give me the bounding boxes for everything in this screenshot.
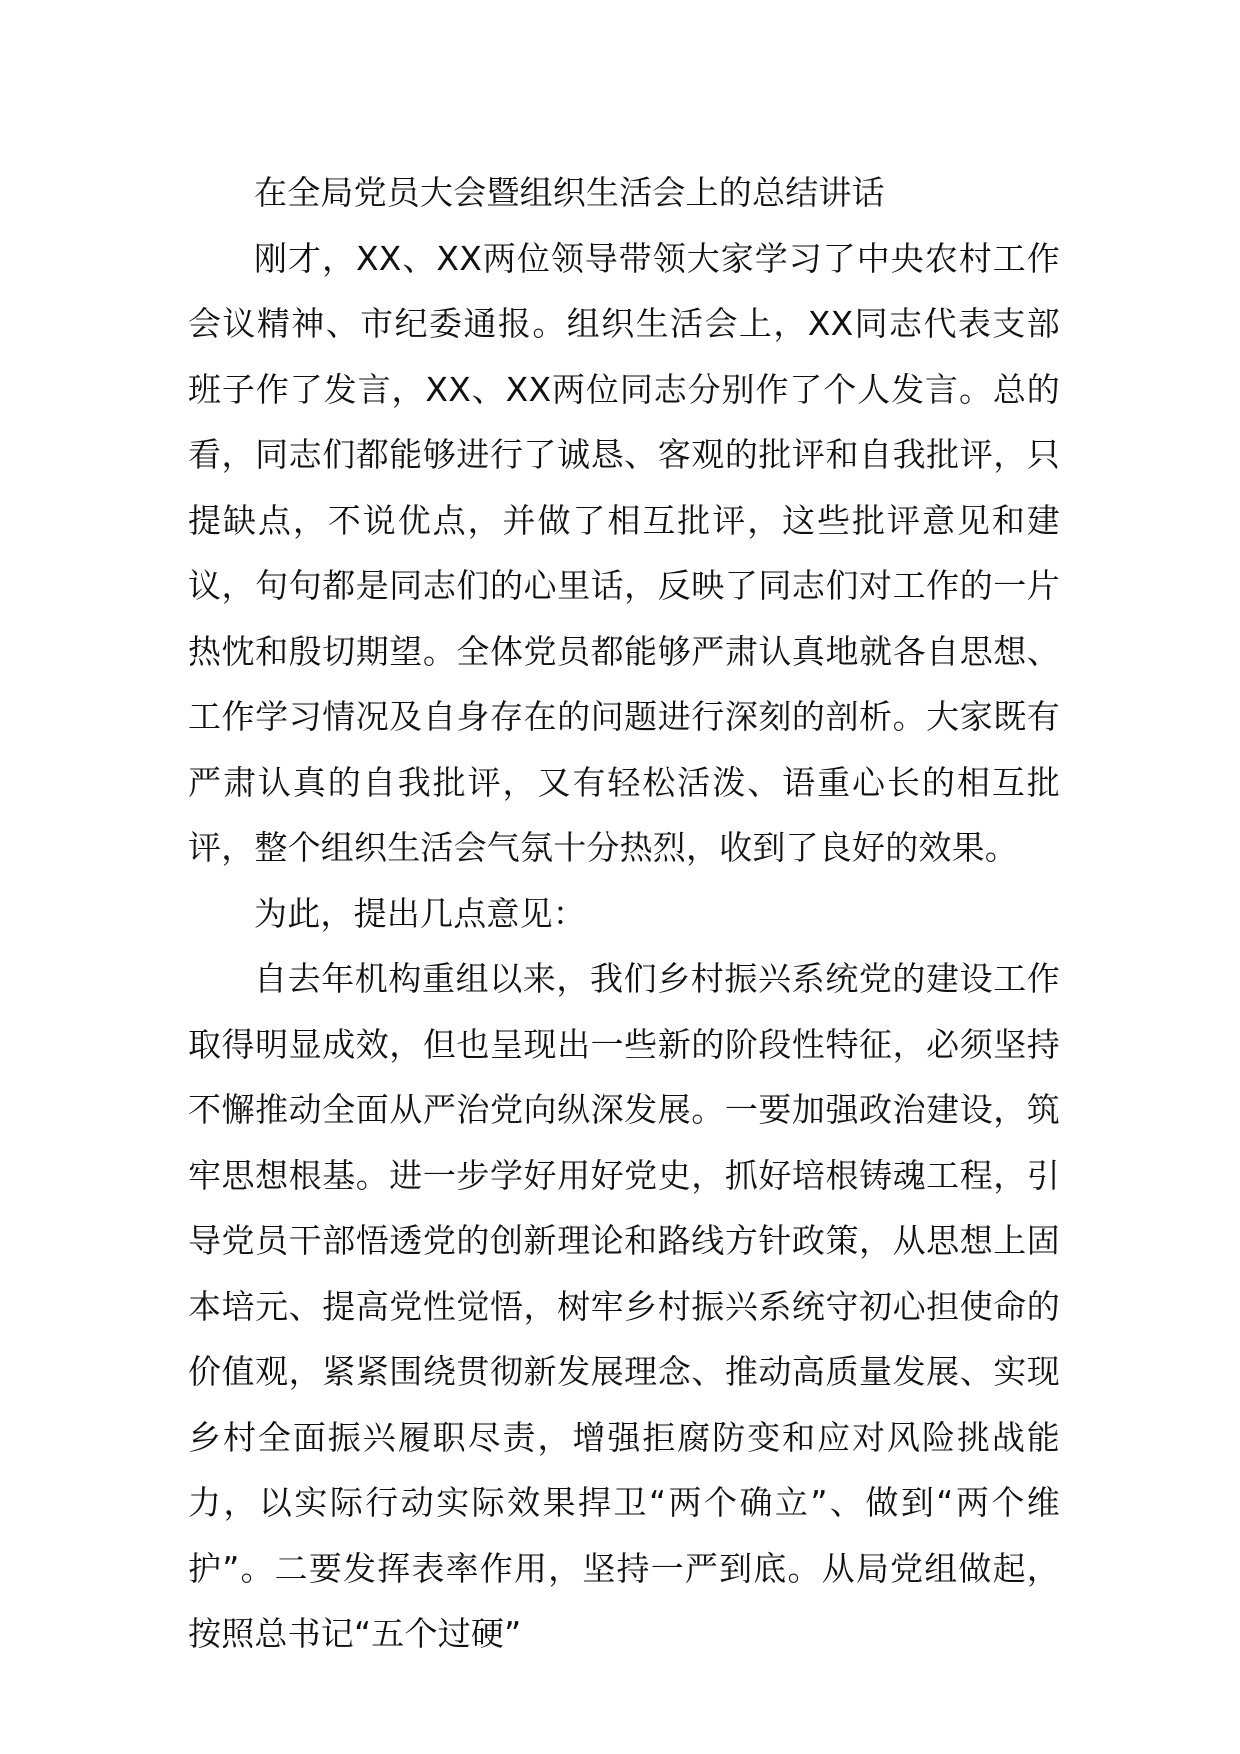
document-title: 在全局党员大会暨组织生活会上的总结讲话 <box>254 173 885 212</box>
document-body <box>188 160 1060 1667</box>
paragraph-3: 自去年机构重组以来，我们乡村振兴系统党的建设工作取得明显成效，但也呈现出一些新的阶段性特征，必须坚持不懈推动全面从严治党向纵深发展。一要加强政治建设，筑牢思想根基。进一步学好用好党史，抓好培根铸魂工程，引导党员干部悟透党的创新理论和路线方针政策，从思想上固本培元、提高党性觉悟，树牢乡村振兴系统守初心担使命的价值观，紧紧围绕贯彻新发展理念、推动高质量发展、实现乡村全面振兴履职尽责，增强拒腐防变和应对风险挑战能力，以实际行动实际效果捍卫“两个确立”、做到“两个维护”。二要发挥表率作用，坚持一严到底。从局党组做起，按照总书记“五个过硬” <box>188 959 1060 1653</box>
paragraph-1: 刚才，XX、XX两位领导带领大家学习了中央农村工作会议精神、市纪委通报。组织生活会上，XX同志代表支部班子作了发言，XX、XX两位同志分别作了个人发言。总的看，同志们都能够进行了诚恳、客观的批评和自我批评，只提缺点，不说优点，并做了相互批评，这些批评意见和建议，句句都是同志们的心里话，反映了同志们对工作的一片热忱和殷切期望。全体党员都能够严肃认真地就各自思想、工作学习情况及自身存在的问题进行深刻的剖析。大家既有严肃认真的自我批评，又有轻松活泼、语重心长的相互批评，整个组织生活会气氛十分热烈，收到了良好的效果。 <box>188 238 1060 867</box>
paragraph-2: 为此，提出几点意见： <box>254 893 586 933</box>
